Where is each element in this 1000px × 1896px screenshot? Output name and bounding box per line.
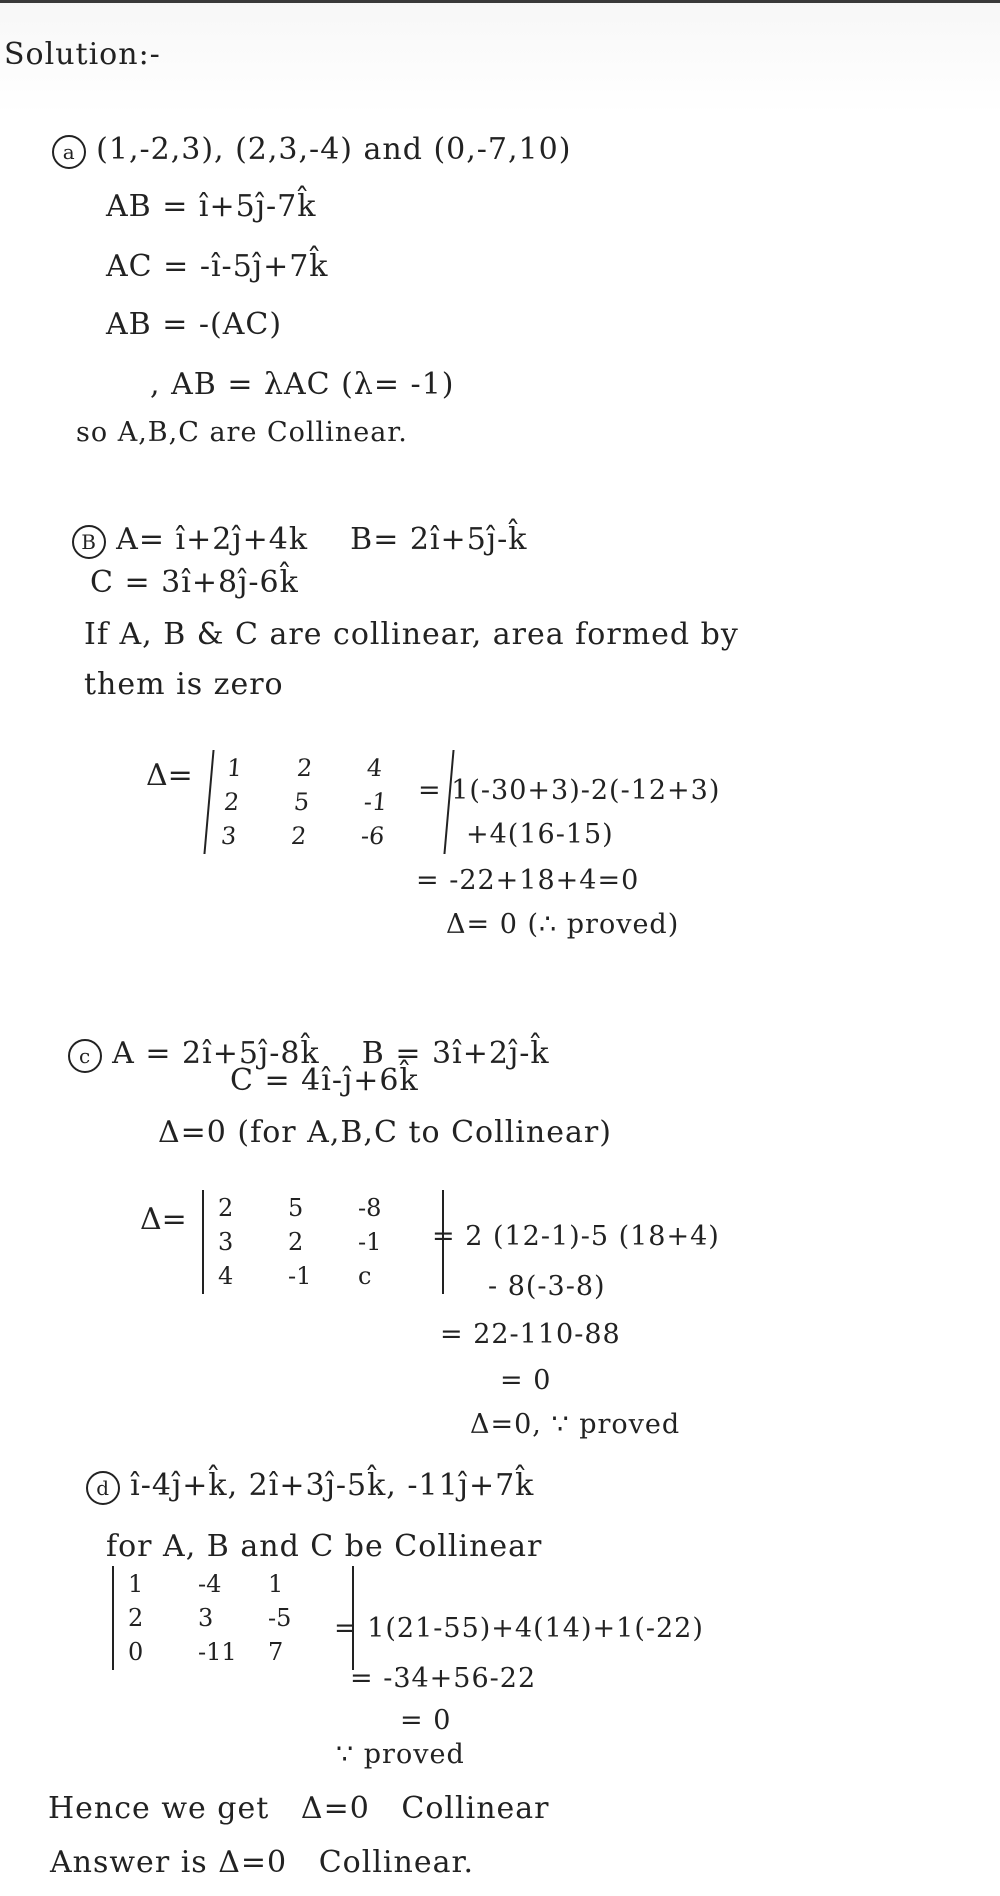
part-a-line-3: AB = -(AC)	[106, 307, 283, 342]
part-c-work-5: Δ=0, ∵ proved	[470, 1409, 681, 1440]
matrix-cell: 2	[128, 1604, 144, 1632]
matrix-cell: 3	[198, 1604, 214, 1632]
matrix-cell: 2	[289, 822, 308, 850]
matrix-cell: 3	[218, 1228, 234, 1256]
matrix-cell: 2	[222, 788, 241, 816]
part-d-header: î-4ĵ+k̂, 2î+3ĵ-5k̂, -11ĵ+7k̂	[130, 1468, 535, 1503]
part-d-work-1: = 1(21-55)+4(14)+1(-22)	[334, 1613, 704, 1644]
part-d-header-row	[44, 1436, 534, 1538]
part-b-line-3: them is zero	[84, 667, 284, 702]
part-b-header: A= î+2ĵ+4k B= 2î+5ĵ-k̂	[116, 522, 528, 557]
part-a-line-2: AC = -î-5ĵ+7k̂	[106, 249, 329, 284]
part-b-work-2: +4(16-15)	[466, 819, 614, 850]
part-c-work-2: - 8(-3-8)	[488, 1271, 606, 1302]
part-c-determinant	[202, 1190, 444, 1294]
part-b-delta-label: Δ=	[146, 758, 193, 793]
matrix-cell: 4	[218, 1262, 234, 1290]
part-c-delta-label: Δ=	[140, 1202, 187, 1237]
part-d-work-2: = -34+56-22	[350, 1663, 537, 1694]
solution-title: Solution:-	[4, 37, 161, 72]
part-d-badge: d	[86, 1471, 120, 1505]
matrix-cell: 2	[288, 1228, 304, 1256]
part-b-determinant	[203, 750, 454, 854]
part-d-work-3: = 0	[400, 1705, 452, 1736]
matrix-cell: 2	[218, 1194, 234, 1222]
part-c-line-2: Δ=0 (for A,B,C to Collinear)	[158, 1115, 612, 1150]
matrix-cell: -11	[198, 1638, 237, 1666]
matrix-cell: 5	[288, 1194, 304, 1222]
matrix-cell: 7	[268, 1638, 284, 1666]
matrix-cell: 0	[128, 1638, 144, 1666]
matrix-cell: -1	[358, 1228, 382, 1256]
part-c-work-1: = 2 (12-1)-5 (18+4)	[432, 1221, 720, 1252]
matrix-cell: 5	[292, 788, 311, 816]
part-a-header-row	[10, 100, 571, 202]
matrix-cell: 2	[295, 754, 314, 782]
part-b-line-1: C = 3î+8ĵ-6k̂	[90, 565, 299, 600]
part-a-badge: a	[52, 135, 86, 169]
matrix-cell: 1	[225, 754, 244, 782]
part-b-work-4: Δ= 0 (∴ proved)	[446, 909, 680, 940]
matrix-cell: 1	[268, 1570, 284, 1598]
part-a-conclusion: so A,B,C are Collinear.	[76, 417, 408, 448]
part-b-line-2: If A, B & C are collinear, area formed by	[84, 617, 739, 652]
matrix-cell: -4	[198, 1570, 222, 1598]
matrix-cell: -1	[288, 1262, 312, 1290]
matrix-cell: -5	[268, 1604, 292, 1632]
part-d-determinant	[112, 1566, 354, 1670]
part-c-line-1: C = 4î-ĵ+6k̂	[230, 1063, 419, 1098]
part-b-work-3: = -22+18+4=0	[416, 865, 640, 896]
part-c-badge: c	[68, 1039, 102, 1073]
top-border	[0, 0, 1000, 3]
part-c-work-3: = 22-110-88	[440, 1319, 621, 1350]
part-b-badge: B	[72, 525, 106, 559]
matrix-cell: 4	[365, 754, 384, 782]
matrix-cell: -6	[359, 822, 386, 850]
conclusion-line-2: Answer is Δ=0 Collinear.	[50, 1845, 475, 1880]
matrix-cell: 3	[219, 822, 238, 850]
part-a-line-1: AB = î+5ĵ-7k̂	[106, 189, 317, 224]
part-b-work-1: = 1(-30+3)-2(-12+3)	[418, 775, 721, 806]
part-d-line-1: for A, B and C be Collinear	[106, 1529, 543, 1564]
part-d-work-4: ∵ proved	[336, 1739, 465, 1770]
part-a-line-4: , AB = λAC (λ= -1)	[150, 367, 455, 402]
conclusion-line-1: Hence we get Δ=0 Collinear	[48, 1791, 550, 1826]
matrix-cell: 1	[128, 1570, 144, 1598]
part-a-header: (1,-2,3), (2,3,-4) and (0,-7,10)	[96, 132, 572, 167]
matrix-cell: c	[358, 1262, 372, 1290]
matrix-cell: -1	[362, 788, 389, 816]
part-c-work-4: = 0	[500, 1365, 552, 1396]
matrix-cell: -8	[358, 1194, 382, 1222]
part-c-header: A = 2î+5ĵ-8k̂ B = 3î+2ĵ-k̂	[112, 1036, 550, 1071]
